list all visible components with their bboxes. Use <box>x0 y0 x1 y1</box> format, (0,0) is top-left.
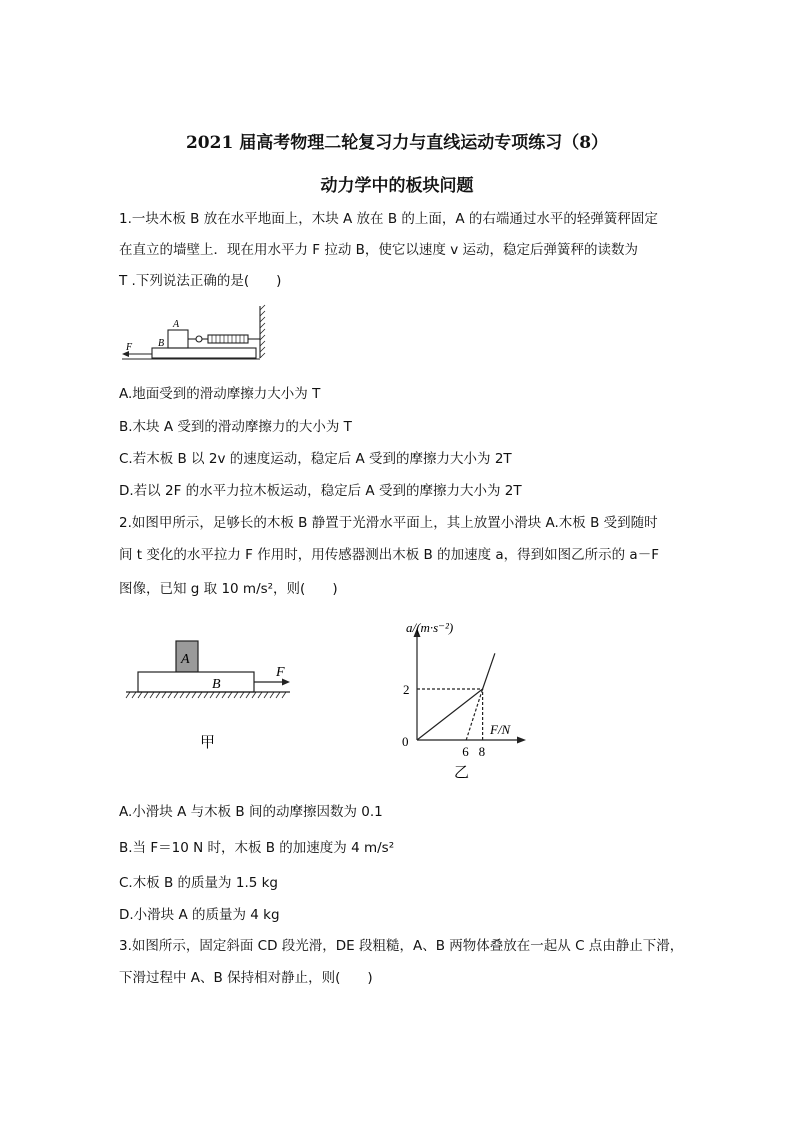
q2-stem-line: 2.如图甲所示，足够长的木板 B 静置于光滑水平面上，其上放置小滑块 A.木板 B 受到随时 <box>119 515 658 531</box>
q2-jia-label-f: F <box>276 665 285 680</box>
q2-stem-line: 间 t 变化的水平拉力 F 作用时，用传感器测出木板 B 的加速度 a，得到如图乙所示的 a－F <box>119 547 659 563</box>
q1-figure <box>118 302 268 366</box>
q3-stem-line: 3.如图所示，固定斜面 CD 段光滑，DE 段粗糙，A、B 两物体叠放在一起从 C 点由静止下滑， <box>119 938 684 954</box>
q1-option-c: C.若木板 B 以 2v 的速度运动，稳定后 A 受到的摩擦力大小为 2T <box>119 451 512 467</box>
q1-stem-line: 在直立的墙壁上．现在用水平力 F 拉动 B，使它以速度 v 运动，稳定后弹簧秤的读数为 <box>119 242 638 258</box>
x-axis-label: F/N <box>490 722 511 737</box>
q2-jia-caption: 甲 <box>200 733 216 751</box>
q1-label-b: B <box>158 338 165 349</box>
q2-option-c: C.木板 B 的质量为 1.5 kg <box>119 875 279 891</box>
q3-stem-line: 下滑过程中 A、B 保持相对静止，则( ) <box>119 970 373 986</box>
origin-label: 0 <box>402 734 409 749</box>
q1-option-d: D.若以 2F 的水平力拉木板运动，稳定后 A 受到的摩擦力大小为 2T <box>119 483 522 499</box>
q1-option-a: A.地面受到的滑动摩擦力大小为 T <box>119 386 321 402</box>
q2-yi-caption: 乙 <box>454 763 470 781</box>
x-tick-label: 8 <box>478 744 486 759</box>
a-f-series-line <box>417 653 495 740</box>
q1-label-f: F <box>126 342 133 353</box>
q1-option-b: B.木块 A 受到的滑动摩擦力的大小为 T <box>119 419 352 435</box>
q2-option-a: A.小滑块 A 与木板 B 间的动摩擦因数为 0.1 <box>119 804 383 820</box>
x-tick-label: 6 <box>462 744 469 759</box>
q2-option-d: D.小滑块 A 的质量为 4 kg <box>119 907 280 923</box>
q2-jia-label-a: A <box>181 652 190 667</box>
q1-stem-line: T .下列说法正确的是( ) <box>119 273 282 289</box>
q2-jia-label-b: B <box>212 677 221 692</box>
q2-option-b: B.当 F＝10 N 时，木板 B 的加速度为 4 m/s² <box>119 840 395 856</box>
q1-stem-line: 1.一块木板 B 放在水平地面上，木块 A 放在 B 的上面，A 的右端通过水平的轻弹簧秤固定 <box>119 211 658 227</box>
q1-label-a: A <box>173 319 180 330</box>
y-tick-label: 2 <box>403 682 410 697</box>
a-f-dashed-line <box>466 689 482 740</box>
document-title: 2021 届高考物理二轮复习力与直线运动专项练习（8） <box>185 133 609 153</box>
document-subtitle: 动力学中的板块问题 <box>320 176 474 196</box>
q2-chart-yi <box>390 612 530 782</box>
x-axis-arrow <box>517 737 526 744</box>
y-axis-label: a/(m·s⁻²) <box>406 620 454 635</box>
q2-stem-line: 图像，已知 g 取 10 m/s²，则( ) <box>119 581 338 597</box>
